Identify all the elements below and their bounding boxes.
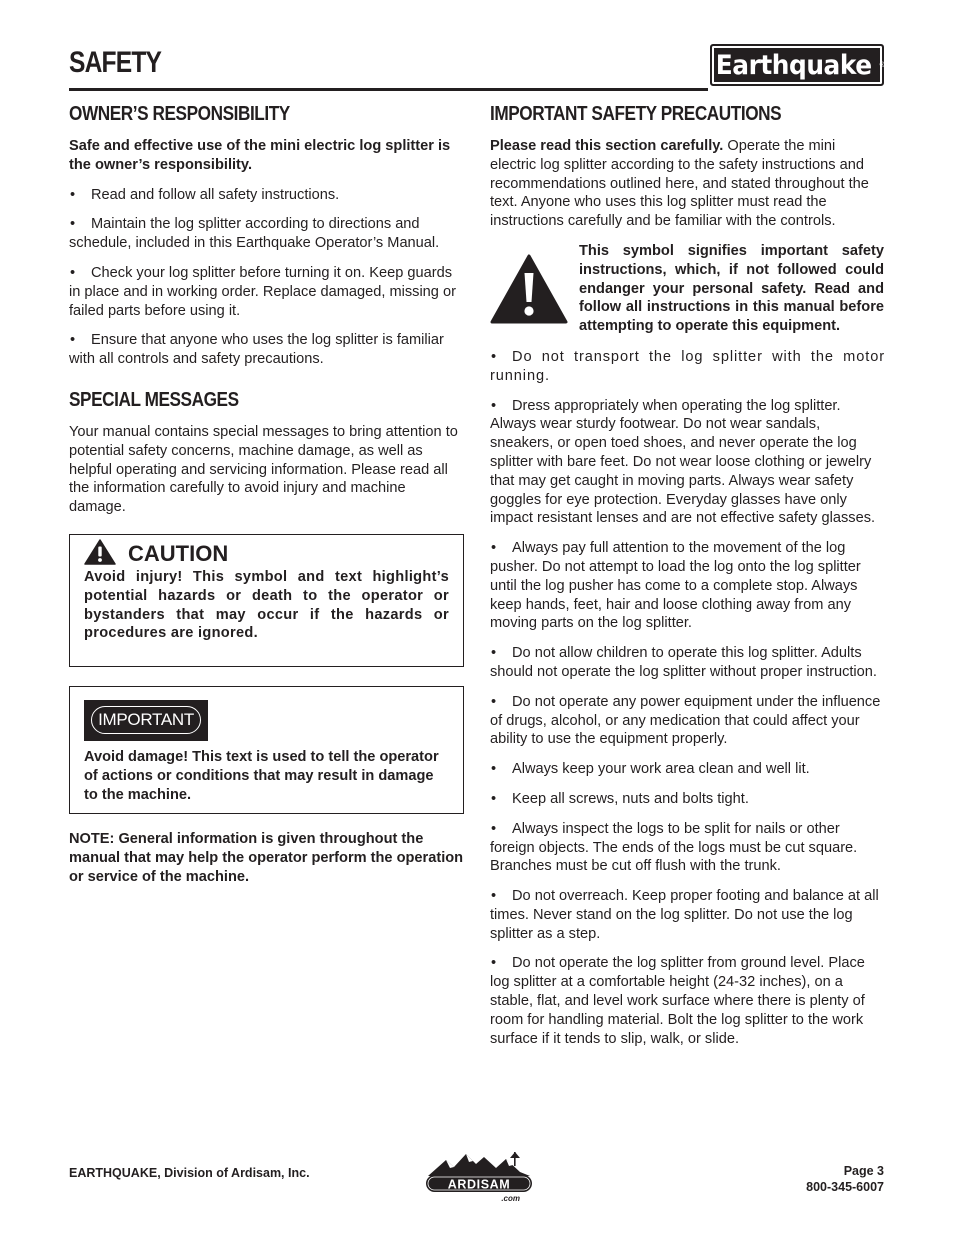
- earthquake-logo: [710, 44, 884, 86]
- special-text: Your manual contains special messages to bring attention to potential safety concerns, machine damage, as well as helpful operating and servicing information. Please read all the information carefully to avoid injury and machine damage.: [69, 423, 458, 516]
- owners-bullet-1: • Read and follow all safety instructions.: [69, 186, 464, 205]
- precaution-bullet-4: • Do not allow children to operate this log splitter. Adults should not operate the log splitter without proper instruction.: [490, 644, 885, 682]
- footer-company: EARTHQUAKE, Division of Ardisam, Inc.: [69, 1166, 310, 1180]
- precaution-bullet-9: • Do not overreach. Keep proper footing and balance at all times. Never stand on the log splitter. Do not use the log splitter as a step.: [490, 887, 885, 943]
- precaution-bullet-1: • Do not transport the log splitter with the motor running.: [490, 348, 885, 386]
- right-column: [490, 102, 885, 1048]
- precautions-intro-bold: Please read this section carefully.: [490, 138, 724, 154]
- important-box: [69, 686, 464, 814]
- owners-bullet-4: • Ensure that anyone who uses the log splitter is familiar with all controls and safety precautions.: [69, 331, 464, 369]
- page-title: SAFETY: [69, 46, 162, 79]
- owners-intro: Safe and effective use of the mini electric log splitter is the owner’s responsibility.: [69, 138, 451, 173]
- caution-text: Avoid injury! This symbol and text highlight’s potential hazards or death to the operator or bystanders that may occur if the hazards or procedures are ignored.: [84, 568, 449, 642]
- left-column: [69, 102, 464, 886]
- warning-exclamation-icon: [490, 253, 568, 325]
- precaution-bullet-10: • Do not operate the log splitter from ground level. Place log splitter at a comfortable height (24-32 inches), on a stable, flat, and level work surface where there is plenty of room for handling material. Bolt the log splitter to the work surface if it tends to slip, walk, or slide.: [490, 954, 885, 1048]
- precaution-bullet-6: • Always keep your work area clean and well lit.: [490, 760, 885, 779]
- caution-header: [84, 539, 449, 565]
- important-label: IMPORTANT: [91, 706, 201, 734]
- owners-heading: OWNER’S RESPONSIBILITY: [69, 103, 290, 125]
- logo-text: Earthquake: [715, 49, 872, 81]
- footer-page-info: [806, 1164, 884, 1195]
- logo-mark: ®: [879, 61, 885, 69]
- owners-bullet-2: • Maintain the log splitter according to directions and schedule, included in this Earthquake Operator’s Manual.: [69, 215, 464, 253]
- precaution-bullet-8: • Always inspect the logs to be split for nails or other foreign objects. The ends of the logs must be cut square. Branches must be cut off flush with the trunk.: [490, 820, 885, 876]
- warning-triangle-icon: [84, 539, 116, 565]
- phone-number: 800-345-6007: [806, 1179, 884, 1194]
- precaution-bullet-5: • Do not operate any power equipment under the influence of drugs, alcohol, or any medication that could affect your ability to use the equipment properly.: [490, 693, 885, 749]
- caution-label: CAUTION: [128, 540, 229, 566]
- ardisam-logo: [424, 1148, 534, 1204]
- title-rule: [69, 88, 708, 91]
- page-number: Page 3: [843, 1164, 884, 1178]
- important-badge: [84, 700, 208, 741]
- special-heading: SPECIAL MESSAGES: [69, 388, 239, 411]
- precaution-bullet-2: • Dress appropriately when operating the log splitter. Always wear sturdy footwear. Do not wear sandals, sneakers, or open toed shoes, and never operate the log splitter with bare feet. Do not wear loose clothing or jewelry that may get caught in moving parts. Always wear safety goggles for eye protection. Everyday glasses have only impact resistant lenses and are not effective safety glasses.: [490, 397, 885, 529]
- symbol-row: [490, 242, 885, 336]
- logo-dotcom: .com: [501, 1194, 520, 1203]
- precautions-heading: IMPORTANT SAFETY PRECAUTIONS: [490, 103, 782, 125]
- precaution-bullet-7: • Keep all screws, nuts and bolts tight.: [490, 790, 885, 809]
- precautions-intro-rest: Operate the mini electric log splitter according to the safety instructions and recommendations outlined here, and stated throughout the text. Anyone who uses this log splitter must read the instructions carefully and be familiar with the controls.: [490, 138, 869, 230]
- precaution-bullet-3: • Always pay full attention to the movement of the log pusher. Do not attempt to load the log onto the log splitter until the log pusher has come to a complete stop. Always keep hands, feet, hair and loose clothing away from any moving parts on the log splitter.: [490, 539, 885, 633]
- logo-wordmark: ARDISAM: [447, 1177, 511, 1192]
- caution-box: [69, 534, 464, 667]
- note-text: NOTE: General information is given throughout the manual that may help the operator perform the operation or service of the machine.: [69, 830, 464, 885]
- precautions-intro: [490, 137, 885, 231]
- important-text: Avoid damage! This text is used to tell the operator of actions or conditions that may result in damage to the machine.: [84, 748, 439, 803]
- symbol-text: This symbol signifies important safety instructions, which, if not followed could endanger your personal safety. Read and follow all instructions in this manual before attempting to operate this equipment.: [579, 242, 884, 335]
- owners-bullet-3: • Check your log splitter before turning it on. Keep guards in place and in working order. Replace damaged, missing or failed parts before using it.: [69, 264, 464, 320]
